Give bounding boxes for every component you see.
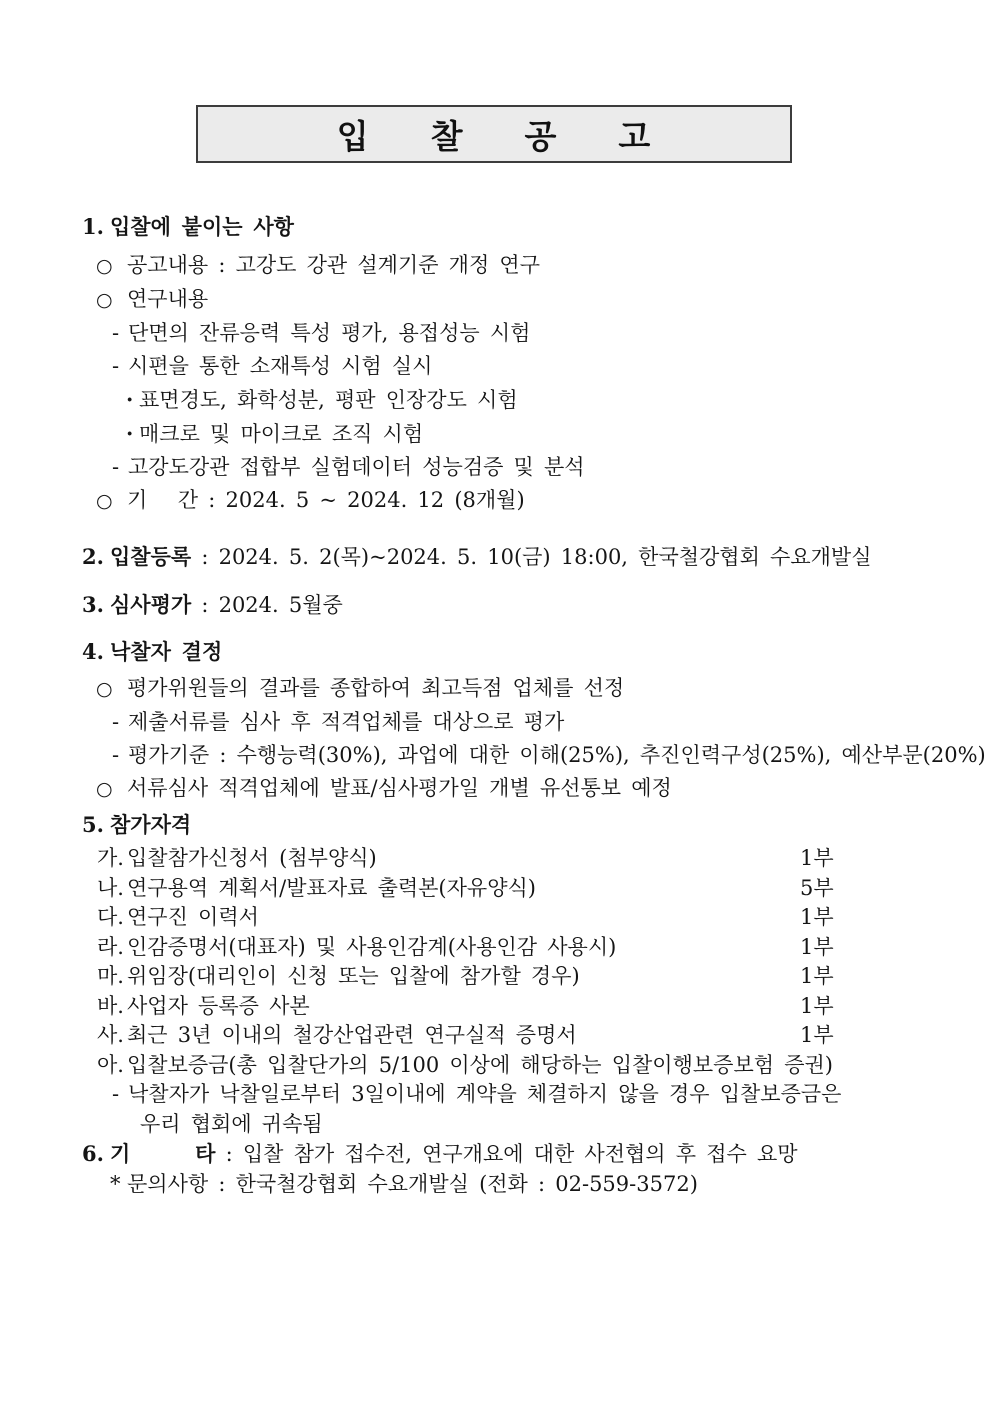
section-label: 참가자격 [110, 812, 192, 837]
copy-count: 1부 [800, 905, 834, 929]
line-text: 기 간 : 2024. 5 ~ 2024. 12 (8개월) [127, 488, 525, 512]
doc-line-heading [0, 808, 992, 842]
doc-line-circle [0, 283, 992, 317]
line-text: 낙찰자가 낙찰일로부터 3일이내에 계약을 체결하지 않을 경우 입찰보증금은 [128, 1082, 842, 1106]
item-text: 연구용역 계획서/발표자료 출력본(자유양식) [127, 875, 536, 900]
doc-line-dash [0, 706, 992, 739]
doc-line-heading [0, 635, 992, 669]
section-number: 5. [82, 812, 104, 837]
item-marker: 다. [97, 905, 124, 929]
section-text: : 2024. 5. 2(목)~2024. 5. 10(금) 18:00, 한국철강협회 수요개발실 [191, 545, 872, 569]
line-text: 공고내용 : 고강도 강관 설계기준 개정 연구 [127, 253, 540, 277]
copy-count: 1부 [800, 934, 834, 959]
doc-line-dash [0, 451, 992, 484]
item-text: 사업자 등록증 사본 [127, 993, 310, 1018]
doc-line-heading [0, 540, 992, 574]
section-label: 낙찰자 결정 [110, 639, 223, 664]
item-marker: 마. [97, 964, 124, 988]
copy-count: 1부 [800, 993, 834, 1018]
doc-line-circle [0, 772, 992, 806]
circle-bullet-icon: ○ [96, 778, 113, 800]
dash-bullet-icon: - [112, 455, 120, 479]
item-text: 인감증명서(대표자) 및 사용인감계(사용인감 사용시) [127, 934, 617, 959]
item-marker: 아. [97, 1052, 124, 1077]
doc-line-circle [0, 484, 992, 518]
line-text: 서류심사 적격업체에 발표/심사평가일 개별 유선통보 예정 [127, 776, 672, 800]
line-text: 제출서류를 심사 후 적격업체를 대상으로 평가 [128, 710, 565, 734]
item-marker: 라. [97, 934, 124, 959]
section-label: 심사평가 [110, 592, 192, 617]
section-text: : 입찰 참가 접수전, 연구개요에 대한 사전협의 후 접수 요망 [215, 1142, 798, 1166]
item-text: 입찰보증금(총 입찰단가의 5/100 이상에 해당하는 입찰이행보증보험 증권) [127, 1052, 833, 1077]
line-text: 단면의 잔류응력 특성 평가, 용접성능 시험 [128, 321, 531, 345]
line-text: 연구내용 [127, 287, 209, 311]
doc-line-dash [0, 739, 992, 772]
doc-line-item [0, 962, 992, 992]
document-lines [0, 210, 992, 1199]
section-label: 입찰에 붙이는 사항 [110, 214, 294, 239]
section-label: 입찰등록 [110, 544, 192, 569]
doc-line-heading [0, 210, 992, 244]
doc-line-note [0, 1170, 992, 1200]
page-title: 입 찰 공 고 [336, 116, 652, 156]
doc-line-dot [0, 417, 992, 451]
section-number: 4. [82, 639, 104, 664]
dot-bullet-icon: · [126, 421, 134, 446]
doc-line-item [0, 933, 992, 963]
doc-line-dash [0, 350, 992, 383]
doc-line-item [0, 992, 992, 1022]
item-text: 입찰참가신청서 (첨부양식) [127, 846, 377, 870]
dash-bullet-icon: - [112, 1082, 120, 1106]
dash-bullet-icon: - [112, 743, 120, 767]
circle-bullet-icon: ○ [96, 289, 113, 311]
dot-bullet-icon: · [126, 387, 134, 412]
doc-line-item [0, 1021, 992, 1051]
item-text: 연구진 이력서 [127, 905, 259, 929]
doc-line-item [0, 903, 992, 933]
item-marker: 가. [97, 846, 124, 870]
doc-line-item [0, 874, 992, 904]
section-label: 기 타 [110, 1141, 216, 1166]
doc-line-heading [0, 1139, 992, 1170]
item-marker: 바. [97, 993, 124, 1018]
circle-bullet-icon: ○ [96, 255, 113, 277]
section-number: 2. [82, 544, 104, 569]
section-number: 6. [82, 1141, 104, 1166]
item-marker: 사. [97, 1023, 124, 1047]
line-text: 표면경도, 화학성분, 평판 인장강도 시험 [139, 388, 518, 412]
asterisk-icon: * [110, 1171, 121, 1196]
copy-count: 1부 [800, 1023, 834, 1047]
dash-bullet-icon: - [112, 710, 120, 734]
copy-count: 1부 [800, 846, 834, 870]
line-text: 문의사항 : 한국철강협회 수요개발실 (전화 : 02-559-3572) [127, 1171, 698, 1196]
circle-bullet-icon: ○ [96, 678, 113, 700]
line-text: 우리 협회에 귀속됨 [140, 1111, 323, 1136]
doc-line-item [0, 1051, 992, 1081]
item-marker: 나. [97, 875, 124, 900]
item-text: 최근 3년 이내의 철강산업관련 연구실적 증명서 [127, 1023, 577, 1047]
copy-count: 1부 [800, 964, 834, 988]
doc-line-circle [0, 672, 992, 706]
section-text: : 2024. 5월중 [191, 593, 343, 617]
line-text: 평가기준 : 수행능력(30%), 과업에 대한 이해(25%), 추진인력구성(25%), 예산부문(20%) [128, 743, 986, 767]
doc-line-circle [0, 249, 992, 283]
line-text: 매크로 및 마이크로 조직 시험 [139, 422, 424, 446]
line-text: 고강도강관 접합부 실험데이터 성능검증 및 분석 [128, 455, 585, 479]
doc-line-heading [0, 588, 992, 622]
doc-line-item [0, 844, 992, 874]
doc-line-dot [0, 383, 992, 417]
item-text: 위임장(대리인이 신청 또는 입찰에 참가할 경우) [127, 964, 580, 988]
circle-bullet-icon: ○ [96, 490, 113, 512]
dash-bullet-icon: - [112, 354, 120, 378]
doc-line-dash [0, 1080, 992, 1110]
copy-count: 5부 [800, 875, 834, 900]
dash-bullet-icon: - [112, 321, 120, 345]
section-number: 3. [82, 592, 104, 617]
line-text: 시편을 통한 소재특성 시험 실시 [128, 354, 433, 378]
section-number: 1. [82, 214, 104, 239]
doc-line-dash [0, 317, 992, 350]
line-text: 평가위원들의 결과를 종합하여 최고득점 업체를 선정 [127, 676, 625, 700]
doc-line-cont [0, 1110, 992, 1140]
